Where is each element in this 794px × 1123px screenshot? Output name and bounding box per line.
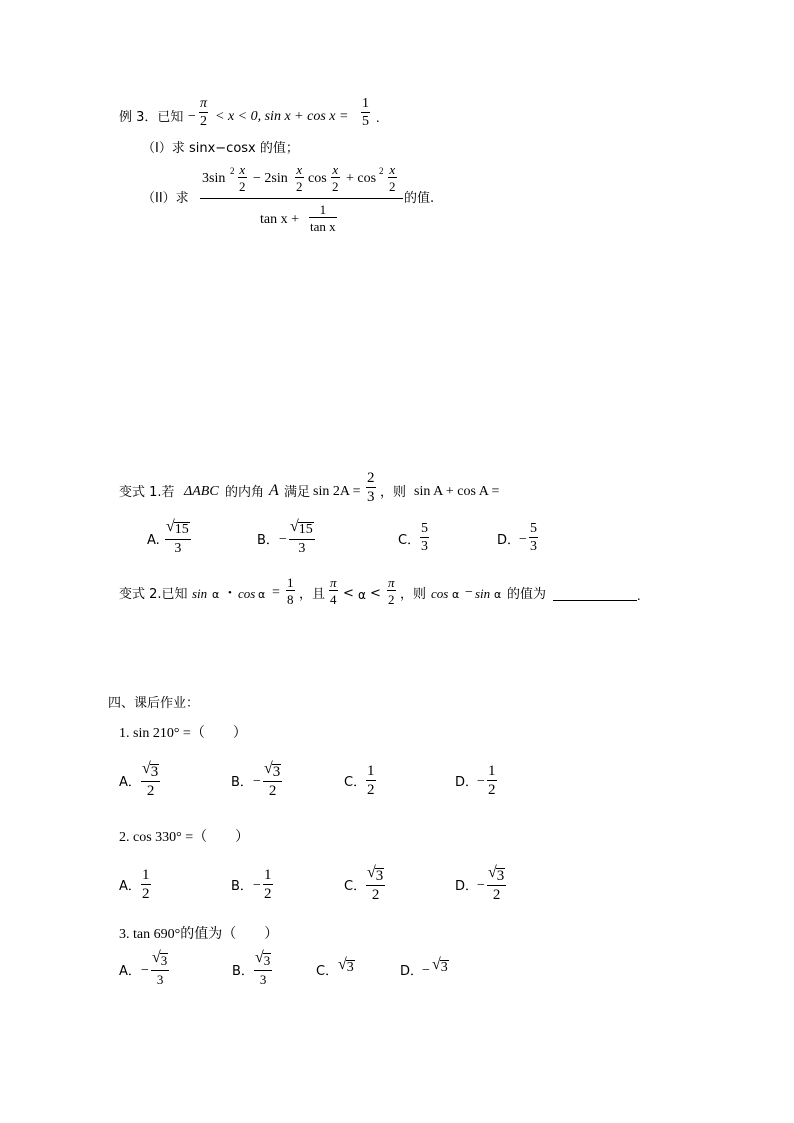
option-sign: − <box>477 774 485 789</box>
equals: = <box>272 585 280 600</box>
option-sign: − <box>253 774 261 789</box>
option-value: √ 3 <box>432 956 448 975</box>
option-value: √ 3 2 <box>488 864 505 903</box>
option-label[interactable]: B． <box>232 964 254 979</box>
option-label[interactable]: C． <box>344 775 367 790</box>
sin: sin <box>192 586 208 601</box>
option-label[interactable]: A. <box>147 533 160 548</box>
option-label[interactable]: D． <box>400 964 424 979</box>
fraction-1-over-tan: 1 tan x <box>310 202 336 234</box>
option-value: √ 3 3 <box>152 949 168 987</box>
option-value: 1 2 <box>488 763 496 798</box>
option-value: 5 3 <box>530 521 537 554</box>
option-value: √ 3 2 <box>367 864 384 903</box>
fraction-pi-over-2: π 2 <box>200 96 208 129</box>
text: ，则 <box>380 485 407 500</box>
less-than: < <box>343 586 354 601</box>
option-sign: − <box>279 532 287 547</box>
option-label[interactable]: D． <box>455 879 479 894</box>
angle-a: A <box>269 482 279 499</box>
option-value: 1 2 <box>367 763 375 798</box>
option-label[interactable]: A． <box>119 879 141 894</box>
option-value: 1 2 <box>264 867 272 902</box>
triangle-abc: ΔABC <box>184 484 219 499</box>
minus-sign: − <box>188 109 196 124</box>
variant-2-label: 变式 2.已知 <box>119 587 188 602</box>
option-value: √ 3 2 <box>142 760 159 799</box>
section-title: 四、课后作业： <box>108 696 200 711</box>
period: . <box>376 111 380 126</box>
option-value: √ 3 2 <box>264 760 281 799</box>
option-label[interactable]: B． <box>231 879 253 894</box>
option-label[interactable]: B． <box>231 775 253 790</box>
question-1: 1. sin 210° =（ ） <box>119 726 247 741</box>
text: 满足 <box>284 485 311 500</box>
question-3: 3. tan 690°的值为（ ） <box>119 927 279 942</box>
variant-1-label: 变式 1.若 <box>119 485 175 500</box>
alpha: α <box>258 588 266 601</box>
part-1: （I）求 sinx−cosx 的值； <box>142 141 299 156</box>
text: 的内角 <box>225 485 265 500</box>
option-sign: − <box>477 878 485 893</box>
question-2: 2. cos 330° =（ ） <box>119 830 250 845</box>
option-label[interactable]: D． <box>455 775 479 790</box>
sin-2a: sin 2A = <box>313 484 361 499</box>
option-value: √ 15 3 <box>290 518 313 556</box>
alpha: α <box>452 588 460 601</box>
example-3-label: 例 3．已知 <box>119 110 184 125</box>
option-label[interactable]: B． <box>257 533 279 548</box>
part-2-prefix: （II）求 <box>142 191 189 206</box>
main-fraction-bar <box>200 198 403 199</box>
option-value: √ 3 <box>338 956 354 975</box>
fraction-x-over-2: x 2 <box>389 162 396 194</box>
worksheet-page: 例 3．已知 − π 2 < x < 0, sin x + cos x = 1 5 . （I）求 sinx−cosx 的值； （II）求 3sin 2 x 2 − 2sin x 2 cos x 2 + cos 2 x 2 tan x + 1 tan x 的值. 变式 1.若 ΔABC 的内角 A 满足 sin 2A = 2 3 ，则 sin A + cos A = A. √ 15 3 B． − √ 15 3 C． 5 3 D． − 5 3 变式 2.已知 sin α • cos α = 1 8 ，且 π 4 < α < π 2 ，则 cos α − sin α 的值为 . 四、课后作业： 1. sin 210° =（ ） A． √ 3 2 B． − √ 3 2 C． 1 2 D． − 1 2 2. cos 330° =（ ） A． 1 2 B． − 1 2 C． √ 3 2 D． − √ 3 2 3. tan 690°的值为（ ） A． − √ 3 3 B． √ 3 3 C． √ 3 D． − √ 3 <box>108 96 641 987</box>
expression: sin A + cos A = <box>414 484 500 499</box>
option-value: √ 3 3 <box>255 949 271 987</box>
cos: cos <box>238 586 256 601</box>
option-value: √ 15 3 <box>166 518 189 556</box>
option-label[interactable]: D． <box>497 533 521 548</box>
sin: sin <box>475 586 491 601</box>
less-than: < <box>370 586 381 601</box>
fraction-1-over-5: 1 5 <box>362 96 369 129</box>
minus: − <box>465 585 473 600</box>
option-sign: − <box>519 532 527 547</box>
option-sign: − <box>141 963 149 978</box>
answer-blank[interactable] <box>553 600 637 601</box>
condition-text: < x < 0, sin x + cos x = <box>215 109 349 124</box>
text: 的值为 <box>507 587 547 602</box>
period: . <box>637 589 641 604</box>
fraction-x-over-2: x 2 <box>332 162 339 194</box>
text: ，且 <box>299 587 326 602</box>
option-sign: − <box>253 878 261 893</box>
option-label[interactable]: A． <box>119 964 141 979</box>
cos: cos <box>431 586 449 601</box>
fraction-2-over-3: 2 3 <box>367 470 375 505</box>
option-label[interactable]: C． <box>344 879 367 894</box>
option-label[interactable]: C． <box>316 964 339 979</box>
alpha: α <box>494 588 502 601</box>
alpha: α <box>358 588 366 602</box>
alpha: α <box>212 588 220 601</box>
option-value: 5 3 <box>421 521 428 554</box>
fraction-x-over-2: x 2 <box>239 162 246 194</box>
fraction-x-over-2: x 2 <box>296 162 303 194</box>
option-sign: − <box>422 963 430 978</box>
fraction-pi-over-2: π 2 <box>388 575 395 607</box>
text: ，则 <box>400 587 427 602</box>
option-value: 1 2 <box>142 867 150 902</box>
option-label[interactable]: C． <box>398 533 421 548</box>
dot: • <box>228 587 232 599</box>
fraction-1-over-8: 1 8 <box>287 575 294 607</box>
fraction-pi-over-4: π 4 <box>330 575 337 607</box>
option-label[interactable]: A． <box>119 775 141 790</box>
part-2-suffix: 的值. <box>404 191 435 206</box>
